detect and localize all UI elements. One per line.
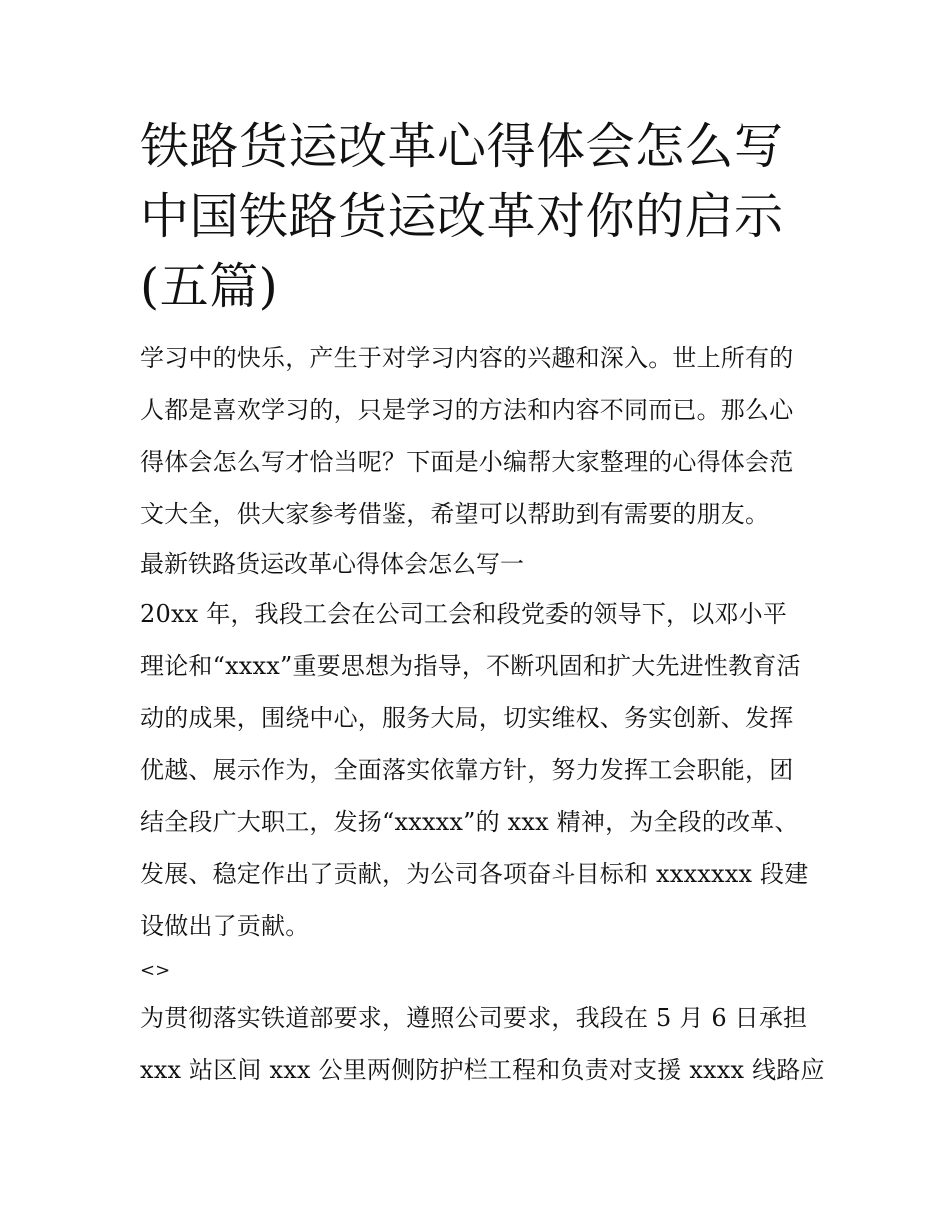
text-line: xxx 站区间 xxx 公里两侧防护栏工程和负责对支援 xxxx 线路应 xyxy=(140,1056,825,1084)
text-line: 理论和“xxxx”重要思想为指导，不断巩固和扩大先进性教育活 xyxy=(140,652,801,680)
text-line: 20xx 年，我段工会在公司工会和段党委的领导下，以邓小平 xyxy=(140,600,788,628)
intro-paragraph xyxy=(140,332,820,540)
text-line: 设做出了贡献。 xyxy=(140,912,310,940)
section-heading: 最新铁路货运改革心得体会怎么写一 xyxy=(140,550,524,578)
title-line: (五篇) xyxy=(140,258,279,315)
title-line: 中国铁路货运改革对你的启示 xyxy=(140,188,784,245)
title-line: 铁路货运改革心得体会怎么写 xyxy=(140,118,784,175)
document-title xyxy=(140,112,820,322)
text-line: 人都是喜欢学习的，只是学习的方法和内容不同而已。那么心 xyxy=(140,396,794,424)
text-line: 发展、稳定作出了贡献，为公司各项奋斗目标和 xxxxxxx 段建 xyxy=(140,860,809,888)
section-marker: <> xyxy=(140,960,171,981)
body-paragraph-2 xyxy=(140,992,825,1096)
text-line: 得体会怎么写才恰当呢？下面是小编帮大家整理的心得体会范 xyxy=(140,448,794,476)
text-line: 为贯彻落实铁道部要求，遵照公司要求，我段在 5 月 6 日承担 xyxy=(140,1004,808,1032)
text-line: 结全段广大职工，发扬“xxxxx”的 xxx 精神，为全段的改革、 xyxy=(140,808,799,836)
text-line: 动的成果，围绕中心，服务大局，切实维权、务实创新、发挥 xyxy=(140,704,794,732)
text-line: 文大全，供大家参考借鉴，希望可以帮助到有需要的朋友。 xyxy=(140,500,770,528)
body-paragraph-1 xyxy=(140,588,820,952)
text-line: 优越、展示作为，全面落实依靠方针，努力发挥工会职能，团 xyxy=(140,756,794,784)
text-line: 学习中的快乐，产生于对学习内容的兴趣和深入。世上所有的 xyxy=(140,344,794,372)
document-page xyxy=(140,112,825,1096)
